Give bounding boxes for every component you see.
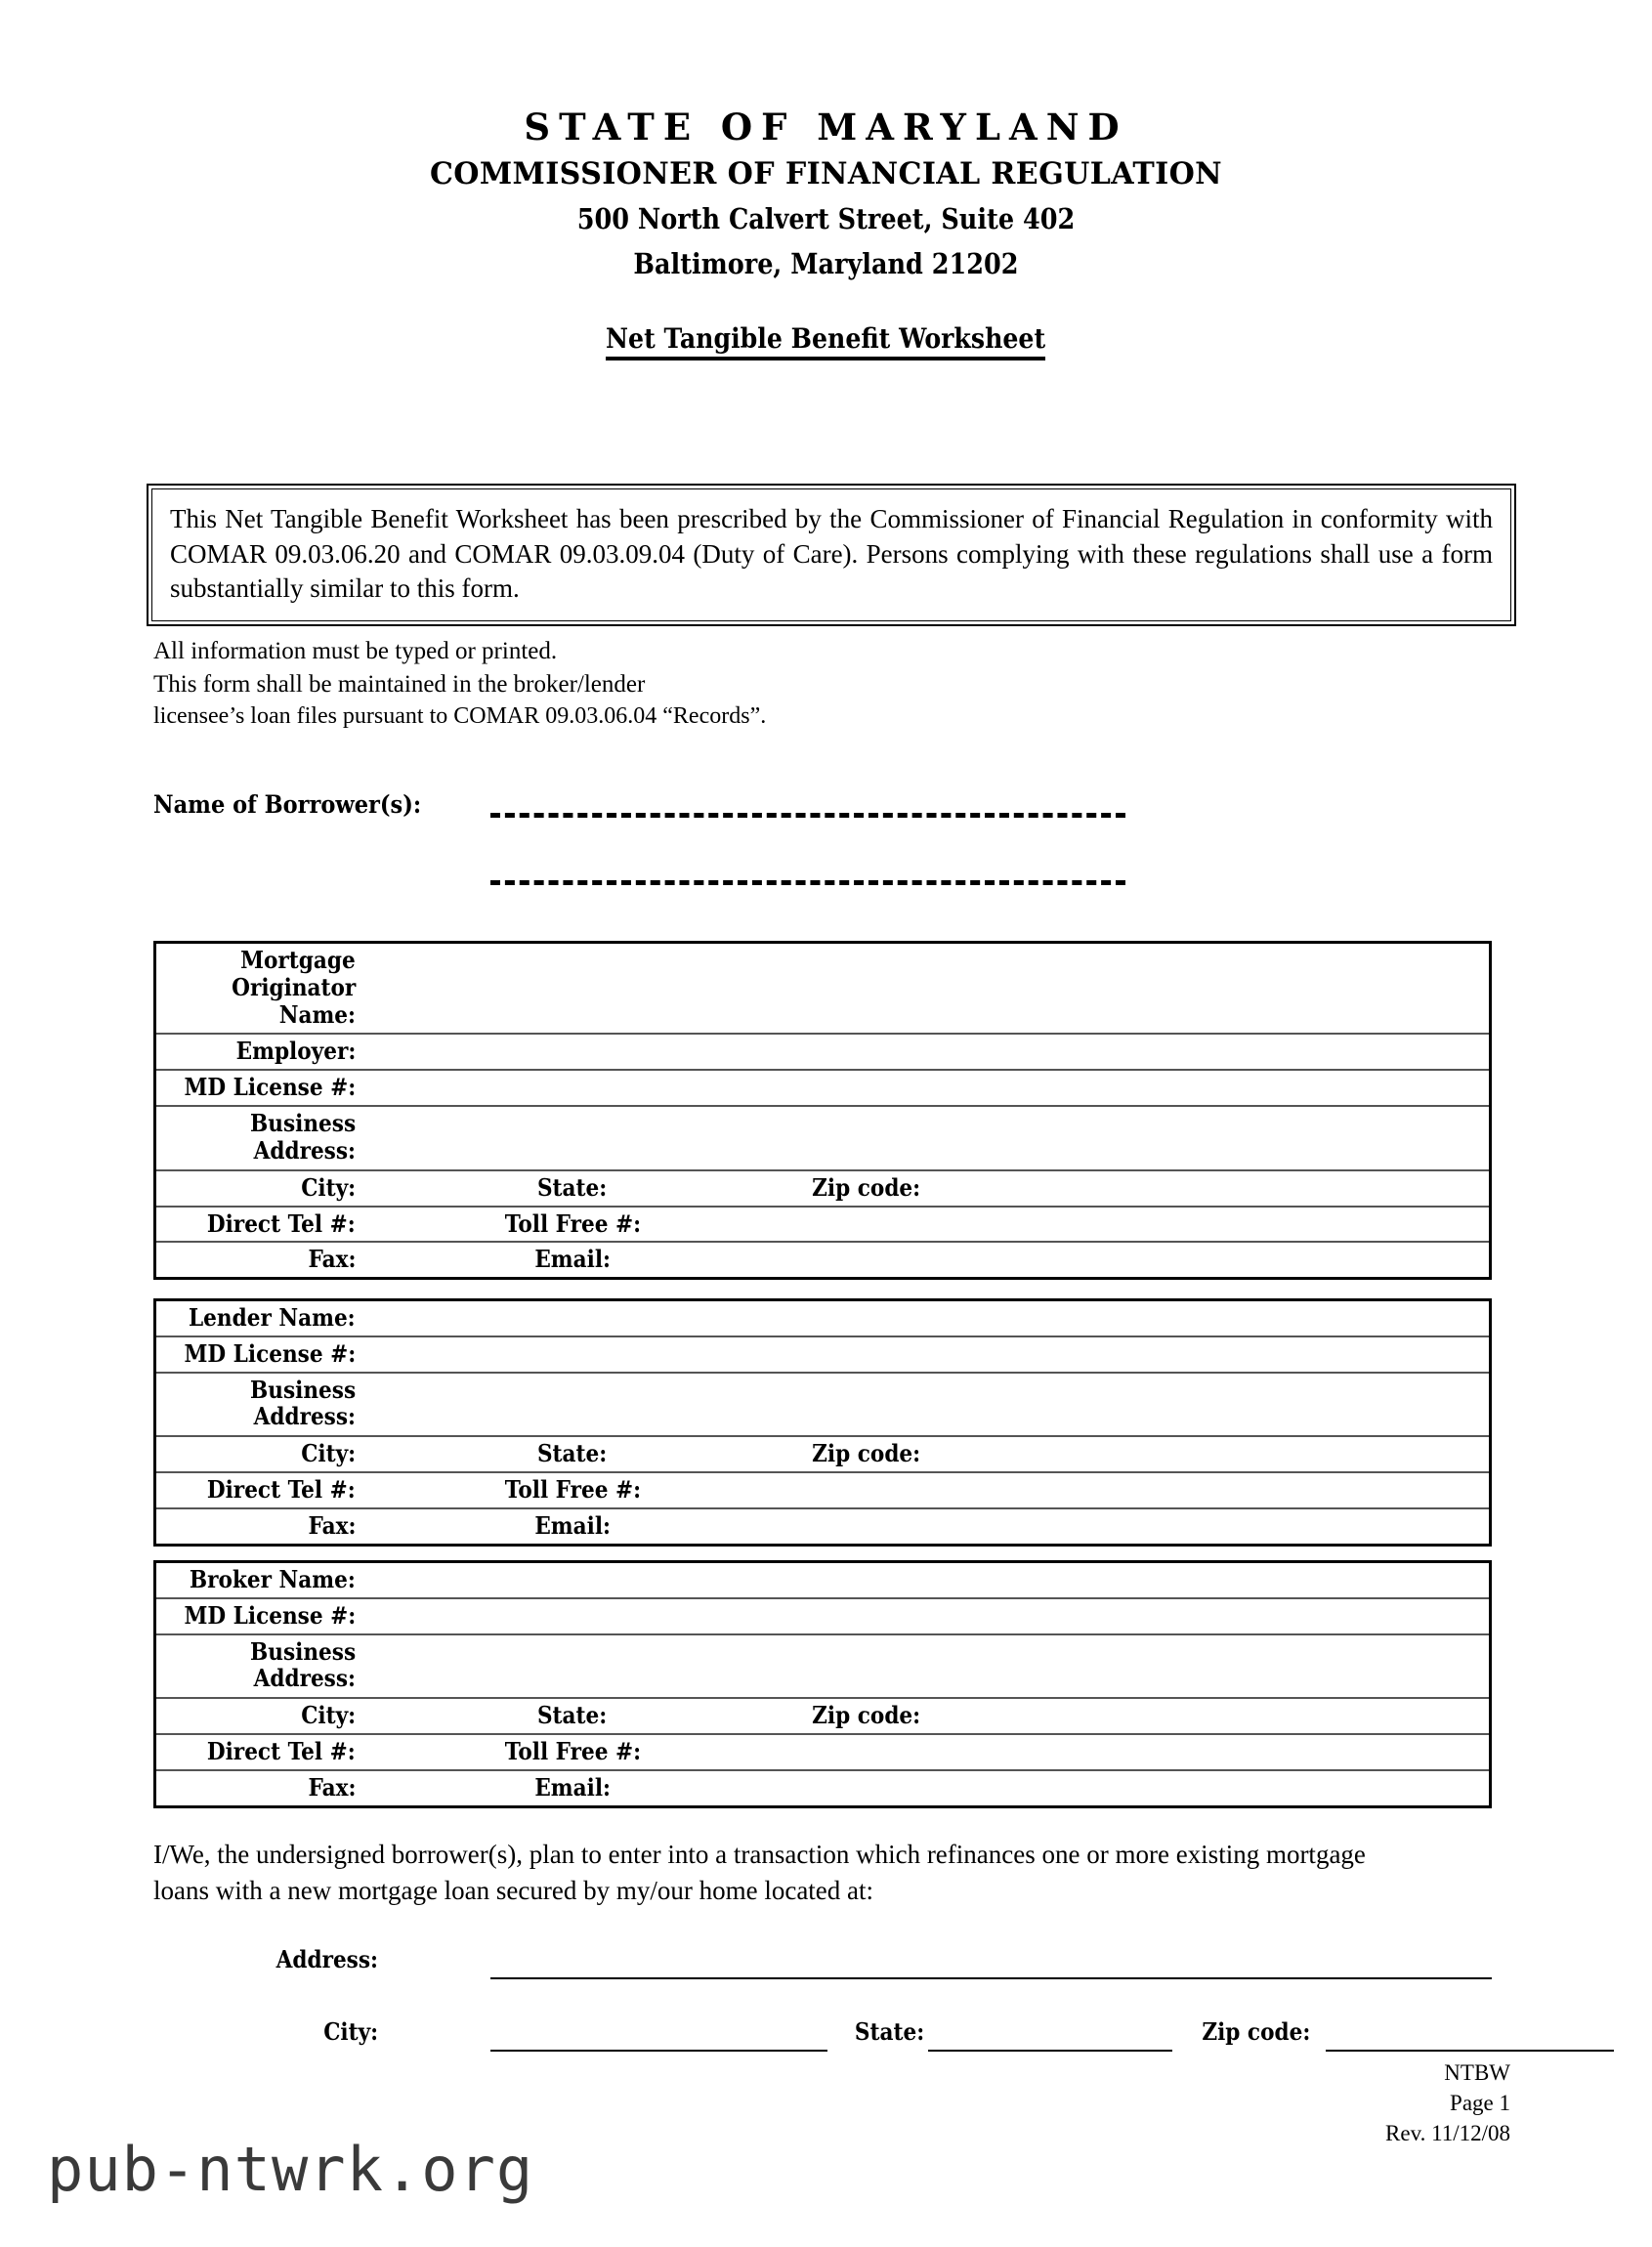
originator-business-address-input[interactable]	[360, 1107, 1489, 1169]
property-city-row	[153, 1981, 1492, 2046]
originator-state-label: State:	[537, 1172, 608, 1202]
broker-business-address-label: Business Address:	[249, 1636, 356, 1693]
property-city-label: City:	[323, 2017, 378, 2046]
table-row	[156, 1735, 1489, 1771]
broker-md-license-label: MD License #:	[184, 1600, 356, 1630]
lender-state-input[interactable]	[719, 1437, 754, 1471]
footer-revision-date: Rev. 11/12/08	[1385, 2121, 1510, 2146]
source-watermark: pub-ntwrk.org	[47, 2134, 534, 2205]
lender-toll-free-input[interactable]	[719, 1473, 1489, 1507]
table-row	[156, 1243, 1489, 1277]
originator-direct-tel-label: Direct Tel #:	[207, 1208, 356, 1238]
broker-city-input[interactable]	[360, 1699, 426, 1733]
broker-name-label: Broker Name:	[190, 1565, 356, 1593]
broker-state-label: State:	[537, 1701, 608, 1730]
property-zip-input[interactable]	[1326, 2050, 1614, 2052]
table-row	[156, 1107, 1489, 1171]
broker-toll-free-input[interactable]	[719, 1735, 1489, 1769]
table-row	[156, 1301, 1489, 1337]
borrower-name-label: Name of Borrower(s):	[153, 790, 422, 819]
footer-form-code: NTBW	[1444, 2060, 1510, 2085]
borrower-name-block	[153, 790, 1492, 908]
lender-email-label: Email:	[534, 1510, 611, 1540]
originator-zip-input[interactable]	[979, 1171, 1489, 1206]
table-row	[156, 1563, 1489, 1599]
table-row	[156, 1635, 1489, 1700]
agency-heading: COMMISSIONER OF FINANCIAL REGULATION	[429, 156, 1223, 191]
property-state-input[interactable]	[928, 2050, 1172, 2052]
lender-md-license-label: MD License #:	[184, 1338, 356, 1368]
table-row	[156, 1771, 1489, 1805]
property-address-row	[153, 1945, 1492, 1981]
table-row	[156, 1473, 1489, 1509]
refinance-statement: I/We, the undersigned borrower(s), plan to enter into a transaction which refinances one or more existing mortgage loans with a new mortgage loan secured by my/our home located at:	[153, 1840, 1366, 1905]
instructions-block	[153, 635, 766, 732]
broker-direct-tel-label: Direct Tel #:	[207, 1737, 356, 1766]
broker-city-label: City:	[301, 1701, 356, 1730]
originator-name-label	[156, 944, 360, 1033]
lender-name-input[interactable]	[360, 1301, 1489, 1335]
originator-name-label-line3: Name:	[278, 999, 356, 1029]
broker-zip-input[interactable]	[979, 1699, 1489, 1733]
lender-state-label: State:	[537, 1439, 608, 1468]
originator-name-label-line2: Originator	[231, 972, 356, 1001]
mortgage-originator-table	[153, 941, 1492, 1280]
prescribed-notice-inner	[151, 488, 1511, 621]
table-row	[156, 1509, 1489, 1544]
lender-business-address-label: Business Address:	[249, 1375, 356, 1431]
lender-zip-label: Zip code:	[812, 1439, 921, 1468]
lender-md-license-input[interactable]	[360, 1337, 1489, 1372]
table-row	[156, 1208, 1489, 1244]
property-zip-label: Zip code:	[1202, 2017, 1311, 2046]
page-title-text: Net Tangible Benefit Worksheet	[606, 322, 1045, 360]
originator-email-input[interactable]	[719, 1243, 1489, 1277]
originator-email-label: Email:	[534, 1245, 611, 1274]
originator-employer-input[interactable]	[360, 1035, 1489, 1069]
originator-md-license-label: MD License #:	[184, 1073, 356, 1102]
property-address-block	[153, 1945, 1492, 2046]
footer-page-number: Page 1	[1450, 2091, 1510, 2116]
originator-city-input[interactable]	[360, 1171, 426, 1206]
broker-fax-input[interactable]	[360, 1771, 426, 1805]
broker-fax-label: Fax:	[307, 1772, 356, 1802]
originator-toll-free-label: Toll Free #:	[504, 1208, 641, 1238]
broker-email-input[interactable]	[719, 1771, 1489, 1805]
broker-md-license-input[interactable]	[360, 1599, 1489, 1633]
lender-email-input[interactable]	[719, 1509, 1489, 1544]
business-label-line2: Address:	[253, 1135, 356, 1165]
table-row	[156, 1374, 1489, 1438]
instruction-line-1: All information must be typed or printed.	[153, 638, 558, 664]
lender-fax-input[interactable]	[360, 1509, 426, 1544]
broker-direct-tel-input[interactable]	[360, 1735, 426, 1769]
document-footer	[1385, 2057, 1510, 2148]
property-state-label: State:	[855, 2017, 925, 2046]
broker-state-input[interactable]	[719, 1699, 754, 1733]
originator-state-input[interactable]	[719, 1171, 754, 1206]
lender-direct-tel-label: Direct Tel #:	[207, 1475, 356, 1505]
table-row	[156, 1035, 1489, 1071]
lender-toll-free-label: Toll Free #:	[504, 1475, 641, 1505]
page-title	[0, 322, 1652, 360]
table-row	[156, 1599, 1489, 1635]
originator-name-input[interactable]	[360, 944, 1489, 1033]
table-row	[156, 1171, 1489, 1208]
agency-address-line-1: 500 North Calvert Street, Suite 402	[576, 202, 1076, 235]
borrower-name-field-1[interactable]	[490, 813, 1125, 818]
table-row	[156, 1699, 1489, 1735]
originator-zip-label: Zip code:	[812, 1172, 921, 1202]
agency-address-line-2: Baltimore, Maryland 21202	[633, 247, 1019, 280]
originator-business-address-label	[156, 1107, 360, 1169]
originator-name-label-line1: Mortgage	[240, 946, 356, 974]
business-label-line1: Business	[249, 1109, 356, 1138]
lender-city-label: City:	[301, 1439, 356, 1468]
instruction-line-3: licensee’s loan files pursuant to COMAR 09.03.06.04 “Records”.	[153, 703, 767, 729]
broker-business-address-input[interactable]	[360, 1635, 1489, 1698]
prescribed-notice-box	[147, 484, 1516, 626]
state-heading: STATE OF MARYLAND	[524, 106, 1128, 148]
lender-fax-label: Fax:	[307, 1510, 356, 1540]
originator-employer-label: Employer:	[235, 1037, 356, 1066]
broker-zip-label: Zip code:	[812, 1701, 921, 1730]
lender-zip-input[interactable]	[979, 1437, 1489, 1471]
table-row	[156, 1071, 1489, 1107]
prescribed-notice-text: This Net Tangible Benefit Worksheet has been prescribed by the Commissioner of Financial Regulation in conformity with COMAR 09.03.06.20 and COMAR 09.03.09.04 (Duty of Care). Persons complying with these regulations shall use a form substantially similar to this form.	[170, 504, 1493, 604]
table-row	[156, 944, 1489, 1035]
document-header	[0, 106, 1652, 280]
document-page	[0, 106, 1652, 2247]
originator-toll-free-input[interactable]	[719, 1208, 1489, 1242]
instruction-line-2: This form shall be maintained in the broker/lender	[153, 670, 646, 698]
lender-city-input[interactable]	[360, 1437, 426, 1471]
broker-toll-free-label: Toll Free #:	[504, 1737, 641, 1766]
broker-table	[153, 1560, 1492, 1808]
broker-email-label: Email:	[534, 1772, 611, 1802]
lender-direct-tel-input[interactable]	[360, 1473, 426, 1507]
property-city-input[interactable]	[490, 2050, 827, 2052]
originator-fax-label: Fax:	[307, 1245, 356, 1274]
lender-name-label: Lender Name:	[189, 1303, 356, 1332]
originator-fax-input[interactable]	[360, 1243, 426, 1277]
lender-business-address-input[interactable]	[360, 1374, 1489, 1436]
lender-table	[153, 1298, 1492, 1547]
table-row	[156, 1337, 1489, 1374]
originator-city-label: City:	[301, 1172, 356, 1202]
property-address-input[interactable]	[490, 1977, 1492, 1979]
borrower-name-field-2[interactable]	[490, 880, 1125, 885]
property-address-label: Address:	[275, 1945, 378, 1973]
originator-direct-tel-input[interactable]	[360, 1208, 426, 1242]
table-row	[156, 1437, 1489, 1473]
broker-name-input[interactable]	[360, 1563, 1489, 1597]
originator-md-license-input[interactable]	[360, 1071, 1489, 1105]
